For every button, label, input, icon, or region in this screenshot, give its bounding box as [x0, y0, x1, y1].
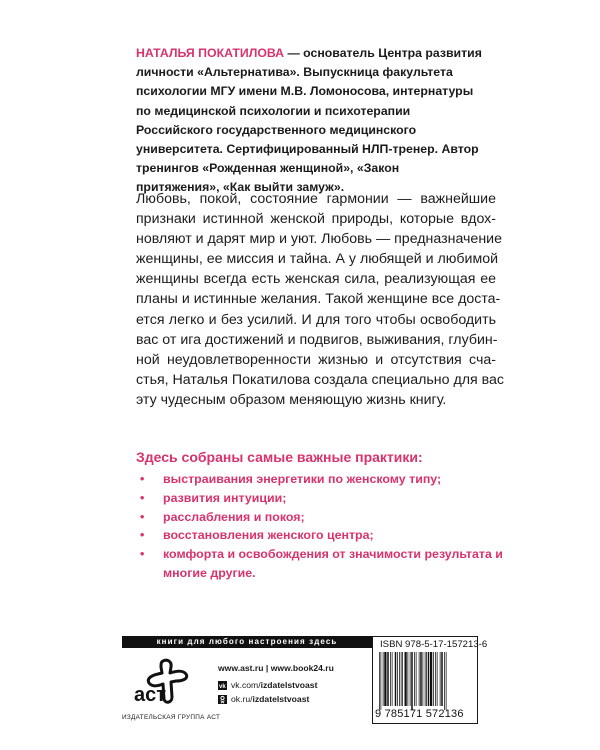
bullet-icon: •: [140, 528, 145, 543]
barcode-bar: [379, 652, 380, 710]
practice-text: расслабления и покоя;: [163, 509, 305, 524]
ast-logo-text: аст: [134, 684, 167, 706]
barcode-bar: [411, 652, 413, 710]
practice-item: [140, 545, 520, 583]
description-line: ется легко и без усилий. И для того чтобы освободить: [136, 311, 496, 328]
practice-text: выстраивания энергетики по женскому типу;: [163, 472, 442, 486]
barcode-bar: [428, 652, 430, 706]
description-line: планы и истинные желания. Такой женщине все доста-: [136, 291, 501, 308]
isbn-number: ISBN 978-5-17-157213-6: [380, 639, 488, 650]
ast-logo: [130, 657, 194, 707]
practice-text: комфорта и освобождения от значимости результата и многие другие.: [163, 547, 503, 580]
barcode-bar: [444, 652, 445, 710]
publisher-name: ИЗДАТЕЛЬСКАЯ ГРУППА АСТ: [122, 714, 221, 721]
bullet-icon: •: [140, 547, 145, 562]
barcode-bar: [408, 652, 409, 706]
barcode-bar: [416, 652, 417, 706]
barcode-bar: [381, 652, 382, 710]
back-cover-footer: [122, 636, 488, 724]
barcode-bar: [383, 652, 384, 706]
isbn-barcode-box: [372, 636, 488, 724]
ok-icon: [218, 695, 227, 704]
description-line: Любовь, покой, состояние гармонии — важнейшие: [136, 191, 496, 207]
barcode-bar: [405, 652, 407, 706]
practices-list: [140, 470, 520, 583]
website-links: www.ast.ru | www.book24.ru: [218, 663, 334, 673]
description-line: женщины всегда есть женская сила, реализующая ее: [136, 271, 496, 288]
description-line: эту чудесным образом меняющую жизнь книгу.: [136, 391, 447, 408]
barcode: [377, 652, 475, 710]
barcode-bar: [390, 652, 391, 706]
barcode-bar: [410, 652, 411, 706]
barcode-bar: [401, 652, 402, 706]
vk-link: [218, 680, 317, 690]
barcode-bar: [433, 652, 434, 706]
barcode-bar: [440, 652, 441, 706]
practices-heading: Здесь собраны самые важные практики:: [136, 449, 423, 465]
bullet-icon: •: [140, 472, 145, 486]
practice-item: [140, 526, 520, 545]
barcode-bar: [392, 652, 393, 706]
barcode-bar: [419, 652, 420, 706]
description-line: ной неудовлетворенности жизнью и отсутствия сча-: [136, 351, 496, 368]
ast-logo-icon: [130, 657, 194, 707]
barcode-bar: [446, 652, 447, 710]
barcode-bar: [426, 652, 427, 706]
author-bio: [136, 44, 486, 198]
barcode-bar: [384, 652, 386, 706]
practice-item: [140, 508, 520, 527]
ok-prefix: ok.ru/: [231, 694, 253, 704]
barcode-bar: [437, 652, 438, 706]
practice-item: [140, 489, 520, 508]
practice-item: [140, 470, 520, 489]
author-name: НАТАЛЬЯ ПОКАТИЛОВА: [136, 46, 285, 60]
vk-handle: izdatelstvoast: [260, 680, 318, 690]
bullet-icon: •: [140, 490, 145, 505]
barcode-bar: [402, 652, 403, 706]
barcode-bar: [425, 652, 426, 706]
barcode-digits: 9 785171 572136: [375, 708, 464, 720]
barcode-bar: [441, 652, 443, 706]
practice-text: развития интуиции;: [163, 490, 287, 505]
barcode-bar: [435, 652, 436, 706]
barcode-bar: [397, 652, 398, 706]
description-line: новляют и дарят мир и уют. Любовь — предназначение: [136, 231, 502, 248]
author-bio-text: — основатель Центра развития личности «Альтернатива». Выпускница факультета психологии МГУ имени М.В. Ломоносова, интернатуры по медицинской психологии и психотерапии Российского государственного медицинского университета. Сертифицированный НЛП-тренер. Автор тренингов «Рожденная женщиной», «Закон притяжения», «Как выйти замуж».: [136, 46, 482, 195]
description-line: вас от ига достижений и подвигов, выживания, глубин-: [136, 331, 498, 348]
description-line: признаки истинной женской природы, которые вдох-: [136, 211, 496, 228]
svg-text:vk: vk: [219, 683, 226, 690]
practice-text: восстановления женского центра;: [163, 528, 374, 543]
description-line: стья, Наталья Покатилова создала специально для вас: [136, 371, 504, 388]
bullet-icon: •: [140, 509, 145, 524]
barcode-bar: [387, 652, 389, 706]
vk-icon: [218, 681, 227, 690]
barcode-bar: [420, 652, 422, 706]
ok-link: [218, 694, 309, 704]
barcode-bar: [395, 652, 397, 706]
barcode-bar: [414, 652, 415, 706]
book-description: [136, 189, 504, 410]
description-line: женщины, ее миссия и тайна. А у любящей и любимой: [136, 251, 499, 268]
ok-handle: izdatelstvoast: [252, 694, 310, 704]
tagline-bar: книги для любого настроения здесь: [122, 636, 372, 648]
barcode-bar: [430, 652, 432, 706]
barcode-bar: [423, 652, 424, 706]
vk-prefix: vk.com/: [231, 680, 261, 690]
barcode-bar: [399, 652, 400, 706]
